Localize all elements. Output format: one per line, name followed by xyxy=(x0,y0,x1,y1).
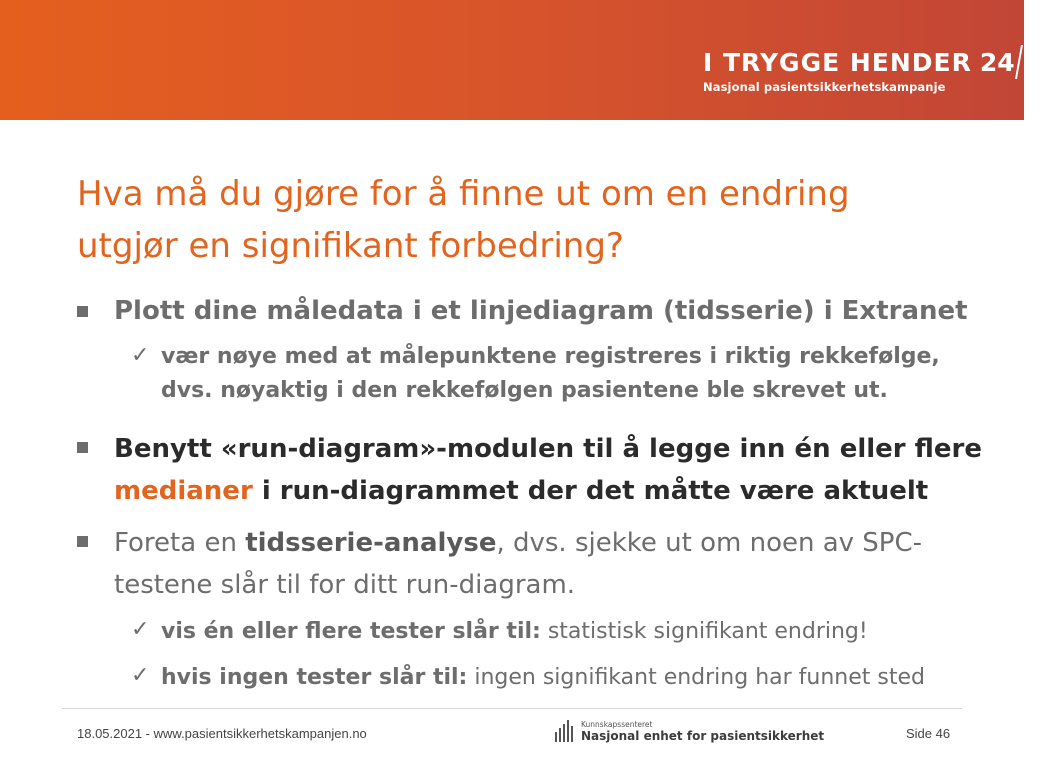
footer-logo-big: Nasjonal enhet for pasientsikkerhet xyxy=(581,729,825,743)
square-bullet-icon xyxy=(77,535,91,549)
checkmark-icon: ✓ xyxy=(131,617,150,642)
bullet-run-diagram-line1: Benytt «run-diagram»-modulen til å legge inn én eller flere xyxy=(114,434,983,464)
campaign-logo-subtitle: Nasjonal pasientsikkerhetskampanje xyxy=(703,80,946,94)
checkmark-icon: ✓ xyxy=(131,663,150,688)
subbullet-tests-negative-lead: hvis ingen tester slår til: xyxy=(161,665,468,690)
footer-logo-text xyxy=(581,721,824,743)
subbullet-tests-negative xyxy=(161,661,925,695)
footer-logo xyxy=(555,720,824,742)
bullet-timeseries-line2: testene slår til for ditt run-diagram. xyxy=(114,570,576,600)
campaign-logo-mark-left: 24 xyxy=(979,47,1015,77)
campaign-logo-mark-right: 7 xyxy=(1022,47,1040,77)
footer-date-url: 18.05.2021 - www.pasientsikkerhetskampanjen.no xyxy=(77,726,367,741)
checkmark-icon: ✓ xyxy=(131,343,150,368)
subbullet-order-line1: vær nøye med at målepunktene registreres i riktig rekkefølge, xyxy=(161,344,940,369)
subbullet-tests-positive-lead: vis én eller flere tester slår til: xyxy=(161,619,541,644)
bullet-run-diagram xyxy=(114,428,1014,512)
bullet-timeseries-part1: Foreta en xyxy=(114,528,246,558)
slide-title-line2: utgjør en signifikant forbedring? xyxy=(77,226,624,266)
bullet-timeseries-analysis xyxy=(114,522,1014,606)
footer-logo-small: Kunnskapssenteret xyxy=(581,719,653,729)
campaign-logo-title-text: I TRYGGE HENDER xyxy=(703,47,972,77)
bullet-run-diagram-accent: medianer xyxy=(114,476,253,506)
square-bullet-icon xyxy=(77,441,91,455)
page-number: Side 46 xyxy=(906,726,951,741)
bullet-plot-data: Plott dine måledata i et linjediagram (tidsserie) i Extranet xyxy=(114,296,968,326)
subbullet-order xyxy=(161,340,1001,408)
subbullet-tests-positive-rest: statistisk signifikant endring! xyxy=(540,619,868,644)
square-bullet-icon xyxy=(77,305,91,319)
slide-title-line1: Hva må du gjøre for å finne ut om en endring xyxy=(77,174,850,214)
subbullet-order-line2: dvs. nøyaktig i den rekkefølgen pasientene ble skrevet ut. xyxy=(161,378,888,403)
subbullet-tests-negative-rest: ingen signifikant endring har funnet sted xyxy=(467,665,925,690)
bullet-timeseries-part2: , dvs. sjekke ut om noen av SPC- xyxy=(496,528,923,558)
footer-divider xyxy=(62,708,962,709)
bar-logo-icon xyxy=(555,720,575,742)
bullet-run-diagram-line2: i run-diagrammet der det måtte være aktuelt xyxy=(252,476,929,506)
subbullet-tests-positive xyxy=(161,615,868,649)
bullet-timeseries-strong: tidsserie-analyse xyxy=(245,528,497,558)
